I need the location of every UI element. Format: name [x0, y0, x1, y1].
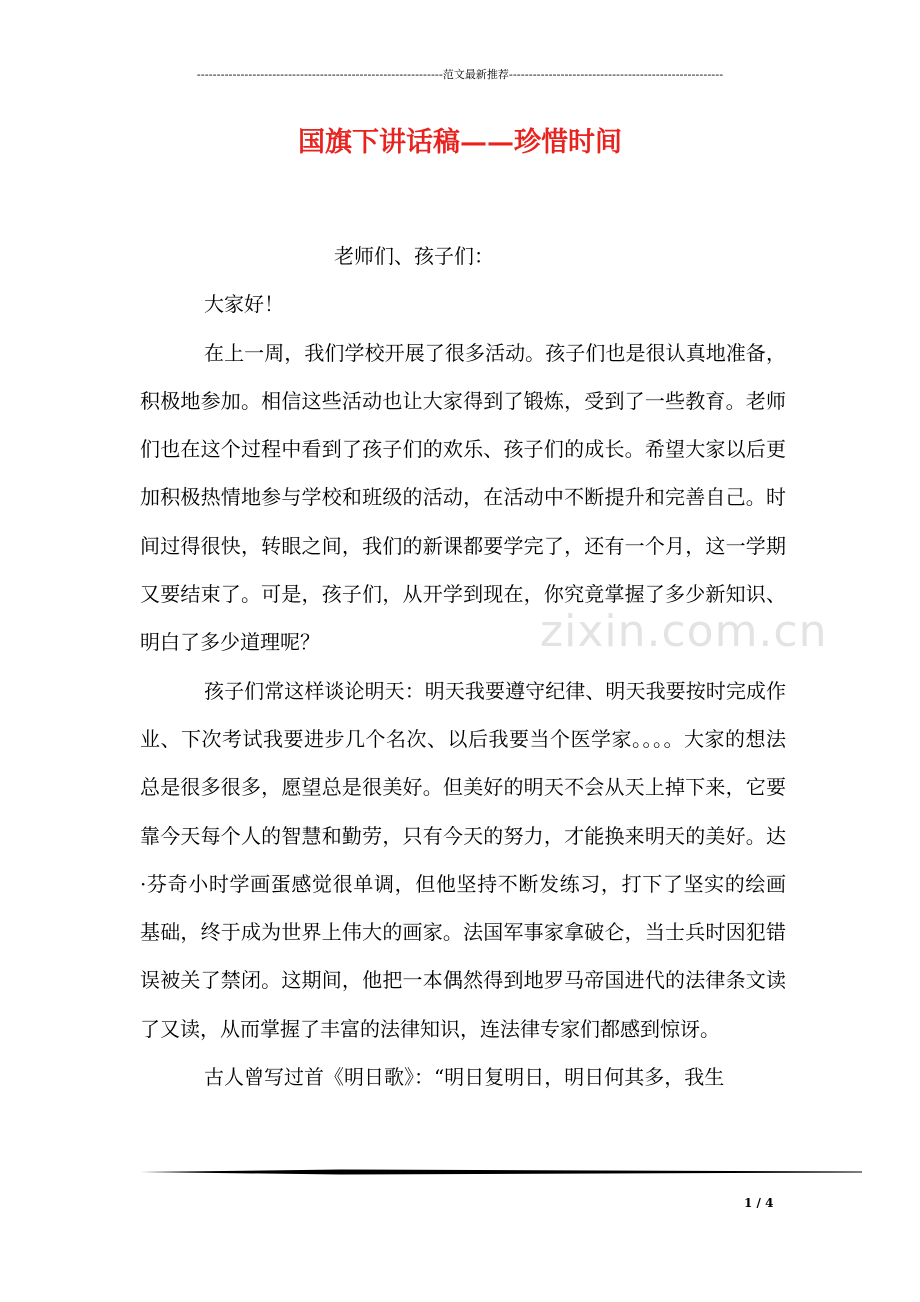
body-paragraph: 孩子们常这样谈论明天：明天我要遵守纪律、明天我要按时完成作业、下次考试我要进步几个名次、以后我要当个医学家。。。。大家的想法总是很多很多，愿望总是很美好。但美好的明天不会从天上掉下来，它要靠今天每个人的智慧和勤劳，只有今天的努力，才能换来明天的美好。达·芬奇小时学画蛋感觉很单调，但他坚持不断发练习，打下了坚实的绘画基础，终于成为世界上伟大的画家。法国军事家拿破仑，当士兵时因犯错误被关了禁闭。这期间，他把一本偶然得到地罗马帝国进代的法律条文读了又读，从而掌握了丰富的法律知识，连法律专家们都感到惊讶。	[140, 678, 786, 1041]
document-body	[140, 232, 786, 1101]
header-banner: --------------------------------------------------------------范文最新推荐------------------------------------------------------	[196, 68, 724, 81]
page-number: 1 / 4	[744, 1196, 774, 1210]
body-paragraph: 古人曾写过首《明日歌》：“明日复明日，明日何其多，我生	[204, 1065, 725, 1090]
salutation-line: 大家好！	[204, 292, 284, 317]
body-paragraph: 在上一周，我们学校开展了很多活动。孩子们也是很认真地准备，积极地参加。相信这些活动也让大家得到了锻炼，受到了一些教育。老师们也在这个过程中看到了孩子们的欢乐、孩子们的成长。希望大家以后更加积极热情地参与学校和班级的活动，在活动中不断提升和完善自己。时间过得很快，转眼之间，我们的新课都要学完了，还有一个月，这一学期又要结束了。可是，孩子们，从开学到现在，你究竟掌握了多少新知识、明白了多少道理呢？	[140, 340, 786, 655]
watermark: zixin.com.cn	[540, 606, 828, 657]
document-title: 国旗下讲话稿——珍惜时间	[298, 127, 622, 158]
greeting-line: 老师们、孩子们：	[334, 244, 494, 268]
footer-divider	[140, 1168, 862, 1176]
